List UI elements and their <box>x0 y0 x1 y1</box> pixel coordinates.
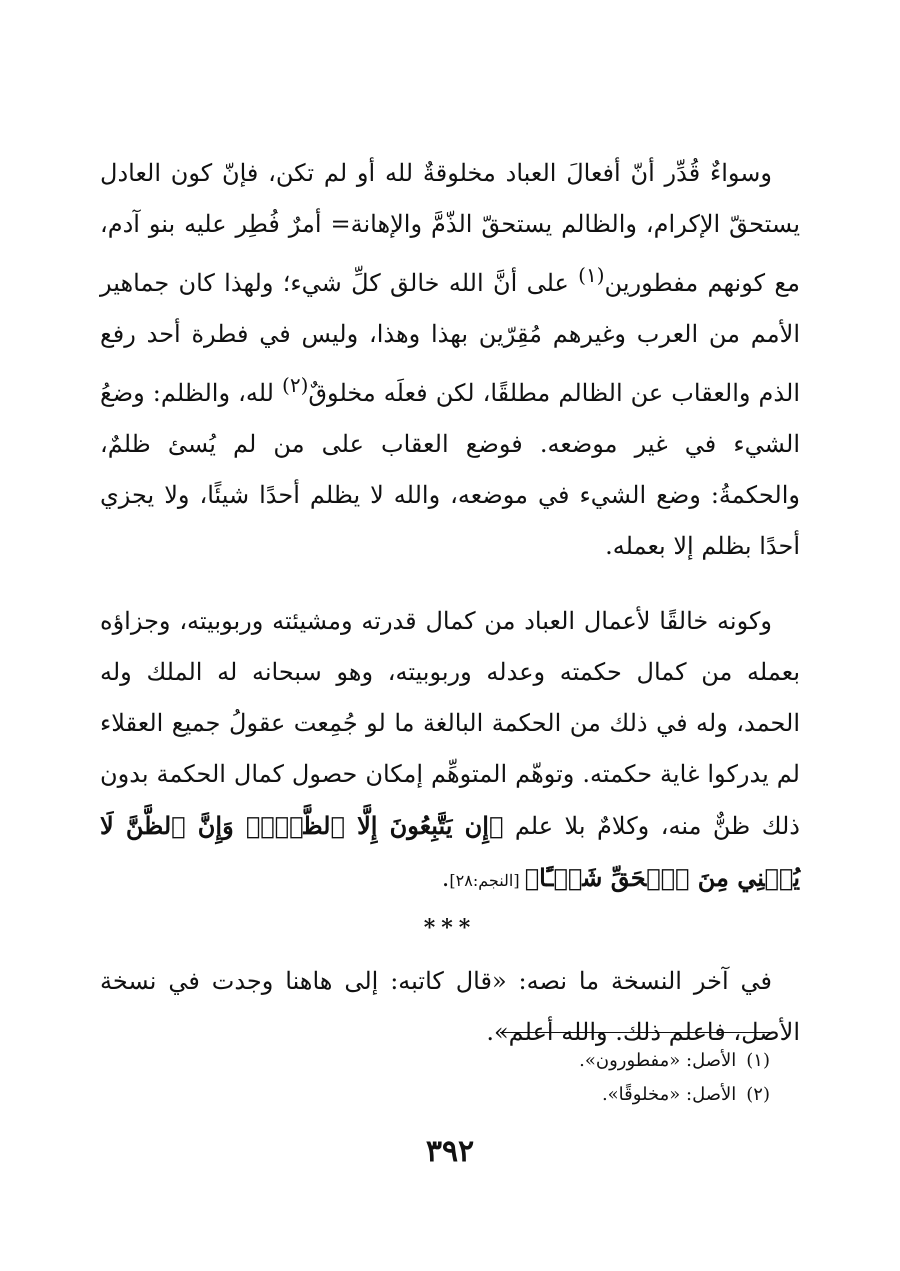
paragraph-divine-wisdom <box>100 596 800 906</box>
footnote-divider <box>500 1032 770 1033</box>
footnote-text: الأصل: «مخلوقًا». <box>601 1084 737 1105</box>
closing-note: في آخر النسخة ما نصه: «قال كاتبه: إلى هاهنا وجدت في نسخة الأصل، فاعلم ذلك. والله أعلم». <box>100 967 800 1046</box>
quran-reference: [النجم:٢٨] <box>449 871 525 890</box>
paragraph-1-text-a: وسواءٌ قُدِّر أنّ أفعالَ العباد مخلوقةٌ لله أو لم تكن، فإنّ كون العادل يستحقّ الإكرام، والظالم يستحقّ الذّمَّ والإهانة= أمرٌ فُطِر عليه بنو آدم، مع كونهم مفطورين <box>100 159 800 297</box>
page-body <box>100 148 800 1058</box>
page-number: ٣٩٢ <box>425 1134 475 1169</box>
footnote-ref-1[interactable]: (١) <box>578 263 605 287</box>
paragraph-justice-and-fitra <box>100 148 800 572</box>
footnote-number: (٢) <box>746 1084 770 1105</box>
section-separator: *** <box>423 915 477 941</box>
footnote-1 <box>100 1044 800 1078</box>
paragraph-1-text-b: على أنَّ الله خالق كلِّ شيء؛ ولهذا كان جماهير الأمم من العرب وغيرهم مُقِرّين بهذا وهذا، وليس في فطرة أحد رفع الذم والعقاب عن الظالم مطلقًا، لكن فعلَه مخلوقٌ <box>100 269 800 407</box>
quran-verse: ﴿إِن يَتَّبِعُونَ إِلَّا ٱلظَّنَّۖ وَإِنَّ ٱلظَّنَّ لَا يُغۡنِي مِنَ ٱلۡحَقِّ شَيۡـًٔا﴾ <box>100 811 800 892</box>
footnote-text: الأصل: «مفطورون». <box>579 1050 737 1071</box>
footnote-2 <box>100 1078 800 1112</box>
footnotes <box>100 1044 800 1112</box>
paragraph-1-text-c: لله، والظلم: وضعُ الشيء في غير موضعه. فوضع العقاب على من لم يُسئ ظلمٌ، والحكمةُ: وضع الشيء في موضعه، والله لا يظلم أحدًا شيئًا، ولا يجزي أحدًا بظلم إلا بعمله. <box>100 379 800 560</box>
paragraph-2-end: . <box>441 864 450 892</box>
footnote-ref-2[interactable]: (٢) <box>282 373 309 397</box>
footnote-number: (١) <box>746 1050 770 1071</box>
paragraph-2-text-a: وكونه خالقًا لأعمال العباد من كمال قدرته ومشيئته وربوبيته، وجزاؤه بعمله من كمال حكمته وعدله وربوبيته، وهو سبحانه له الملك وله الحمد، وله في ذلك من الحكمة البالغة ما لو جُمِعت عقولُ جميع العقلاء لم يدركوا غاية حكمته. وتوهّم المتوهِّم إمكان حصول كمال الحكمة بدون ذلك ظنٌّ منه، وكلامٌ بلا علم <box>100 607 800 840</box>
